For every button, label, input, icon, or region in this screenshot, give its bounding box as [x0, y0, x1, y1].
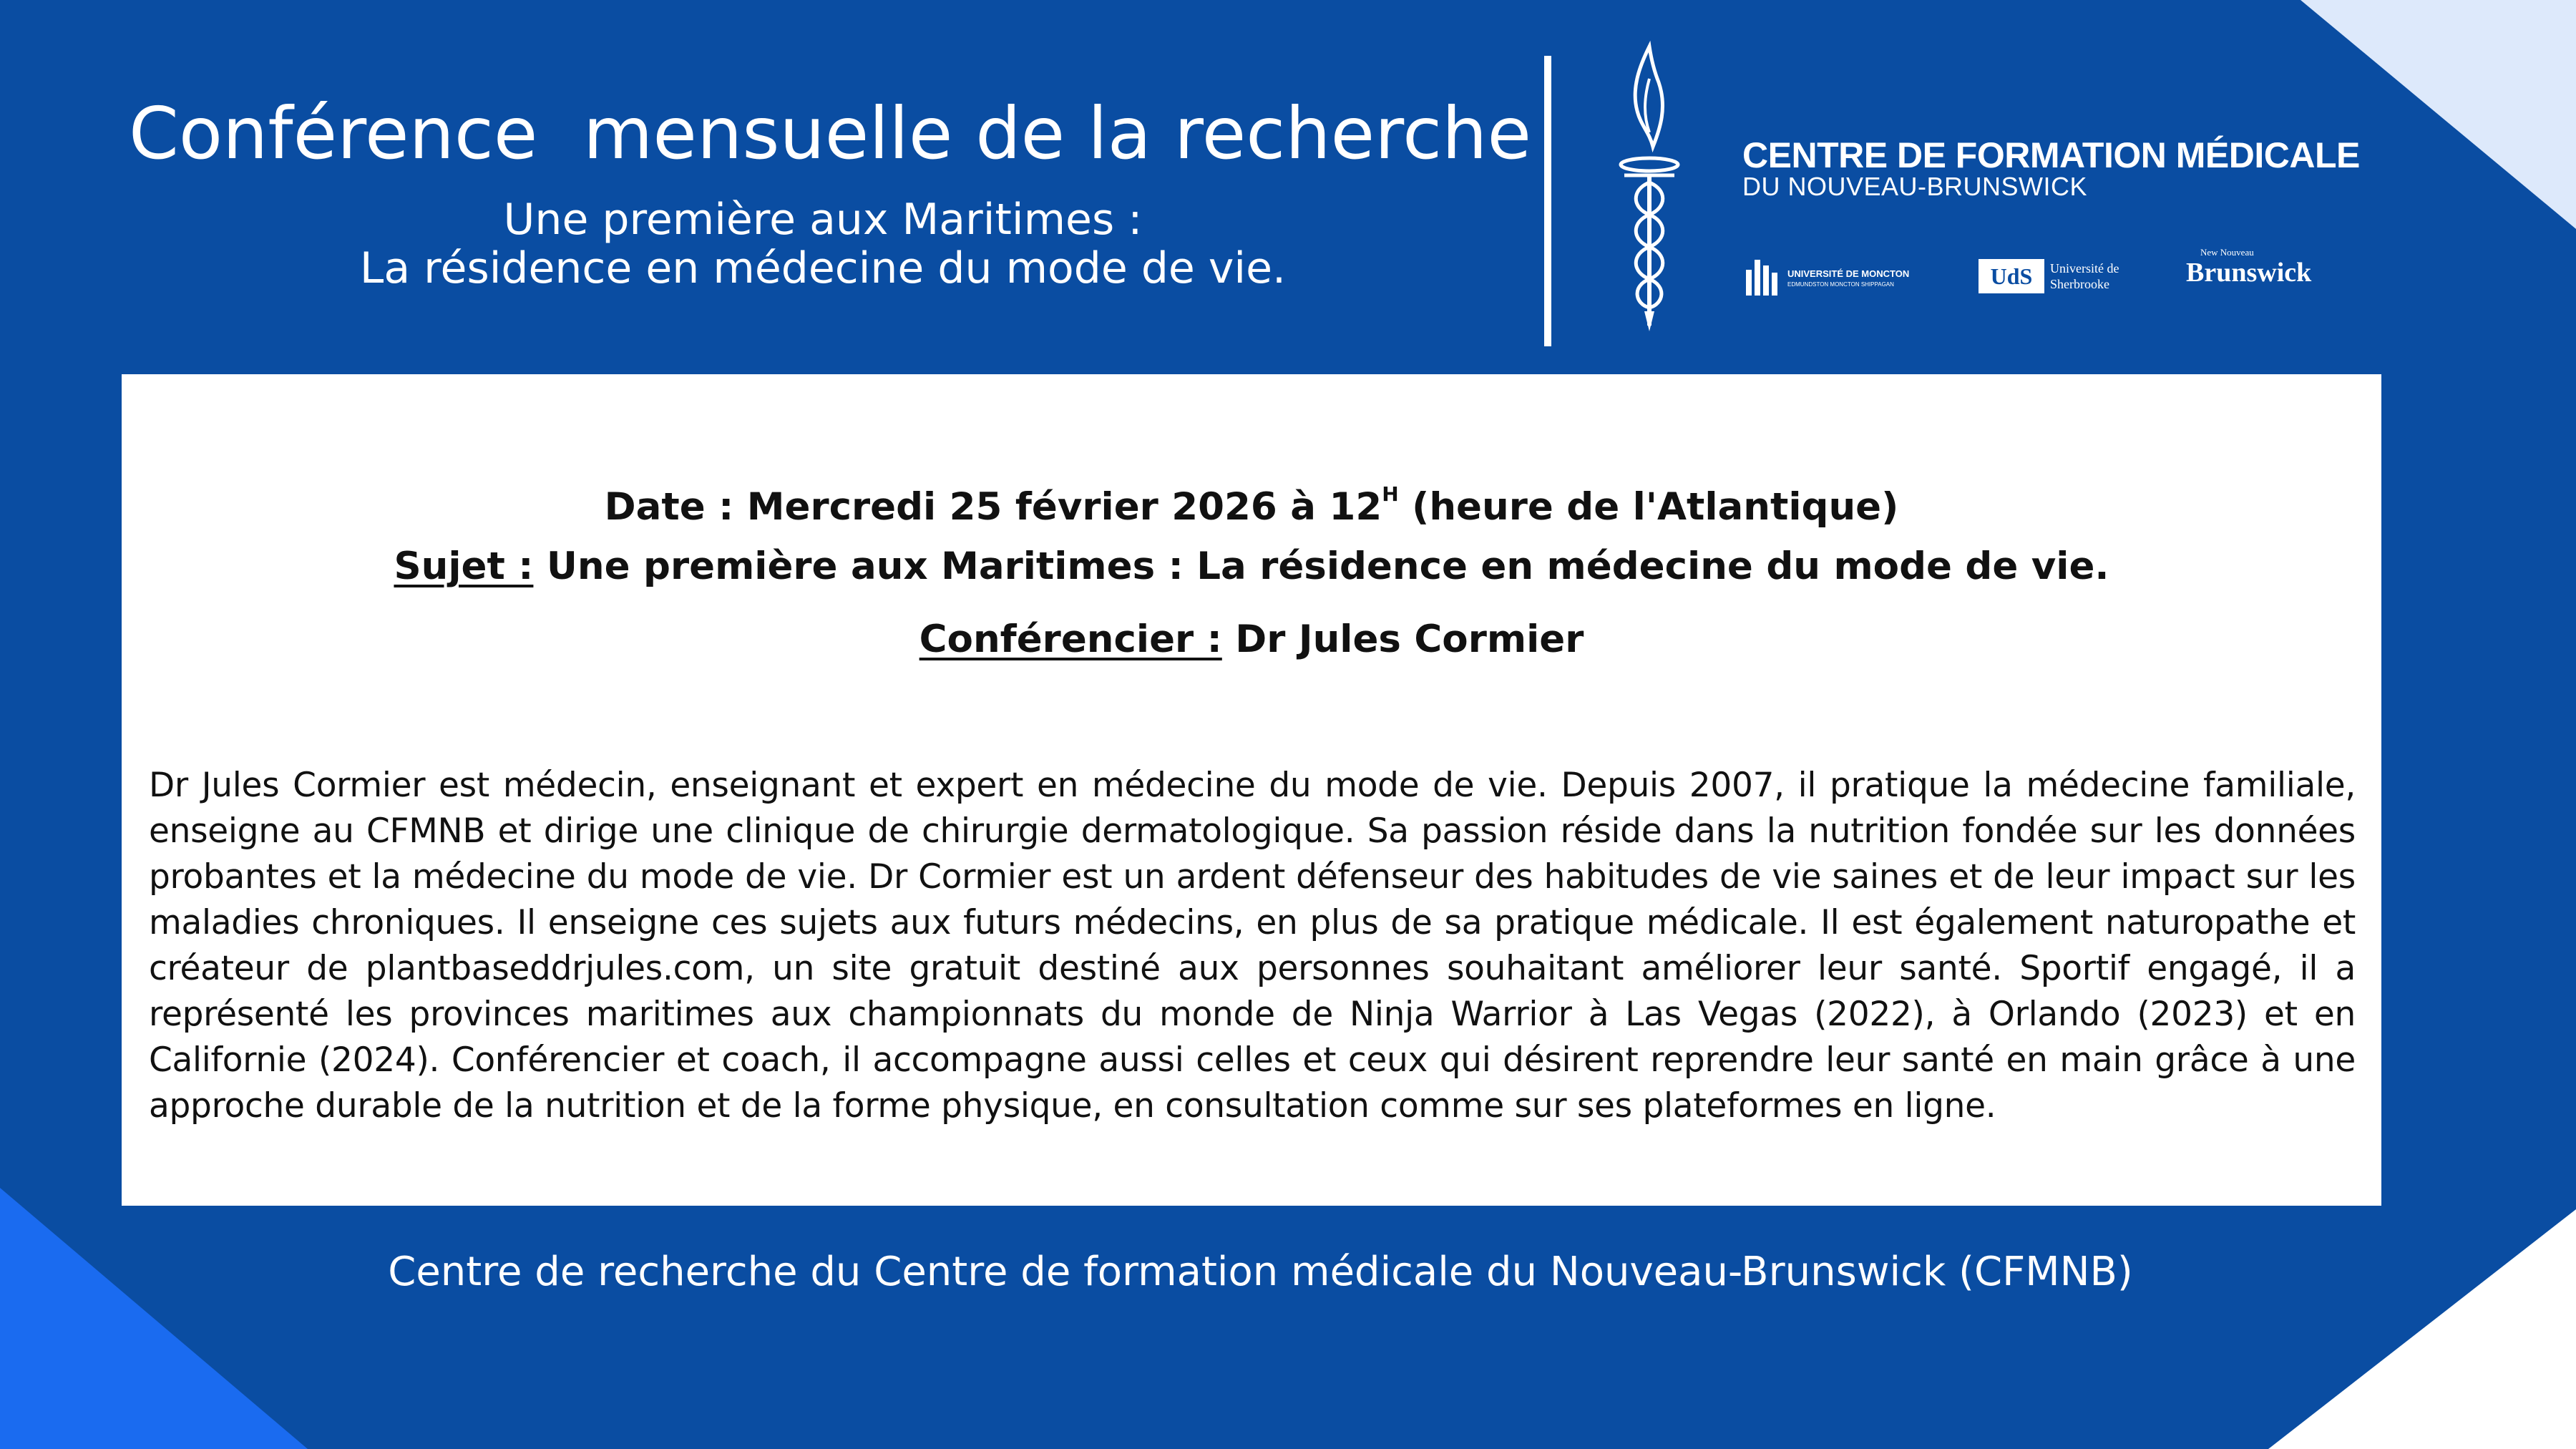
moncton-name: UNIVERSITÉ DE MONCTON	[1787, 268, 1910, 279]
cfmnb-logo-subname: DU NOUVEAU-BRUNSWICK	[1742, 172, 2088, 201]
cfmnb-logo-name: CENTRE DE FORMATION MÉDICALE	[1742, 135, 2360, 175]
event-subject	[122, 545, 2381, 588]
event-speaker	[122, 618, 2381, 661]
uds-name	[2050, 260, 2119, 292]
event-date-hour-sup: H	[1382, 482, 1399, 506]
speaker-bio: Dr Jules Cormier est médecin, enseignant et expert en médecine du mode de vie. Depuis 2007, il pratique la médecine familiale, enseigne au CFMNB et dirige une clinique de chirurgie dermatologique. Sa passion réside dans la nutrition fondée sur les données probantes et la médecine du mode de vie. Dr Cormier est un ardent défenseur des habitudes de vie saines et de leur impact sur les maladies chroniques. Il enseigne ces sujets aux futurs médecins, en plus de sa pratique médicale. Il est également naturopathe et créateur de plantbaseddrjules.com, un site gratuit destiné aux personnes souhaitant améliorer leur santé. Sportif engagé, il a représenté les provinces maritimes aux championnats du monde de Ninja Warrior à Las Vegas (2022), à Orlando (2023) et en Californie (2024). Conférencier et coach, il accompagne aussi celles et ceux qui désirent reprendre leur santé en main grâce à une approche durable de la nutrition et de la forme physique, en consultation comme sur ses plateformes en ligne.	[149, 766, 2356, 1126]
uds-mark: UdS	[1979, 259, 2044, 293]
bottom-left-accent-triangle	[0, 1188, 308, 1449]
event-date-text: Date : Mercredi 25 février 2026 à 12	[604, 485, 1382, 529]
event-date-timezone: (heure de l'Atlantique)	[1398, 485, 1899, 529]
uds-name-line2: Sherbrooke	[2050, 277, 2109, 291]
header-divider	[1544, 56, 1551, 346]
conference-title: Conférence mensuelle de la recherche	[129, 92, 1531, 175]
event-card	[122, 374, 2381, 1206]
event-subject-label: Sujet :	[394, 545, 534, 588]
nb-main-text: Brunswick	[2186, 258, 2312, 288]
moncton-bars-icon	[1745, 254, 1780, 297]
event-date	[122, 482, 2381, 529]
event-speaker-label: Conférencier :	[919, 618, 1222, 661]
bottom-right-corner-triangle	[2268, 1209, 2576, 1449]
moncton-campuses: EDMUNDSTON MONCTON SHIPPAGAN	[1787, 281, 1894, 288]
top-right-corner-triangle	[2301, 0, 2576, 229]
nb-top-text: New Nouveau	[2200, 247, 2254, 258]
event-subject-text: Une première aux Maritimes : La résidence en médecine du mode de vie.	[533, 545, 2109, 588]
conference-subtitle-line2: La résidence en médecine du mode de vie.	[359, 243, 1287, 293]
conference-subtitle-line1: Une première aux Maritimes :	[503, 195, 1143, 245]
footer-organization: Centre de recherche du Centre de formation médicale du Nouveau-Brunswick (CFMNB)	[388, 1249, 2133, 1295]
uds-name-line1: Université de	[2050, 261, 2119, 275]
event-speaker-name: Dr Jules Cormier	[1221, 618, 1584, 661]
caduceus-torch-icon	[1617, 39, 1682, 333]
